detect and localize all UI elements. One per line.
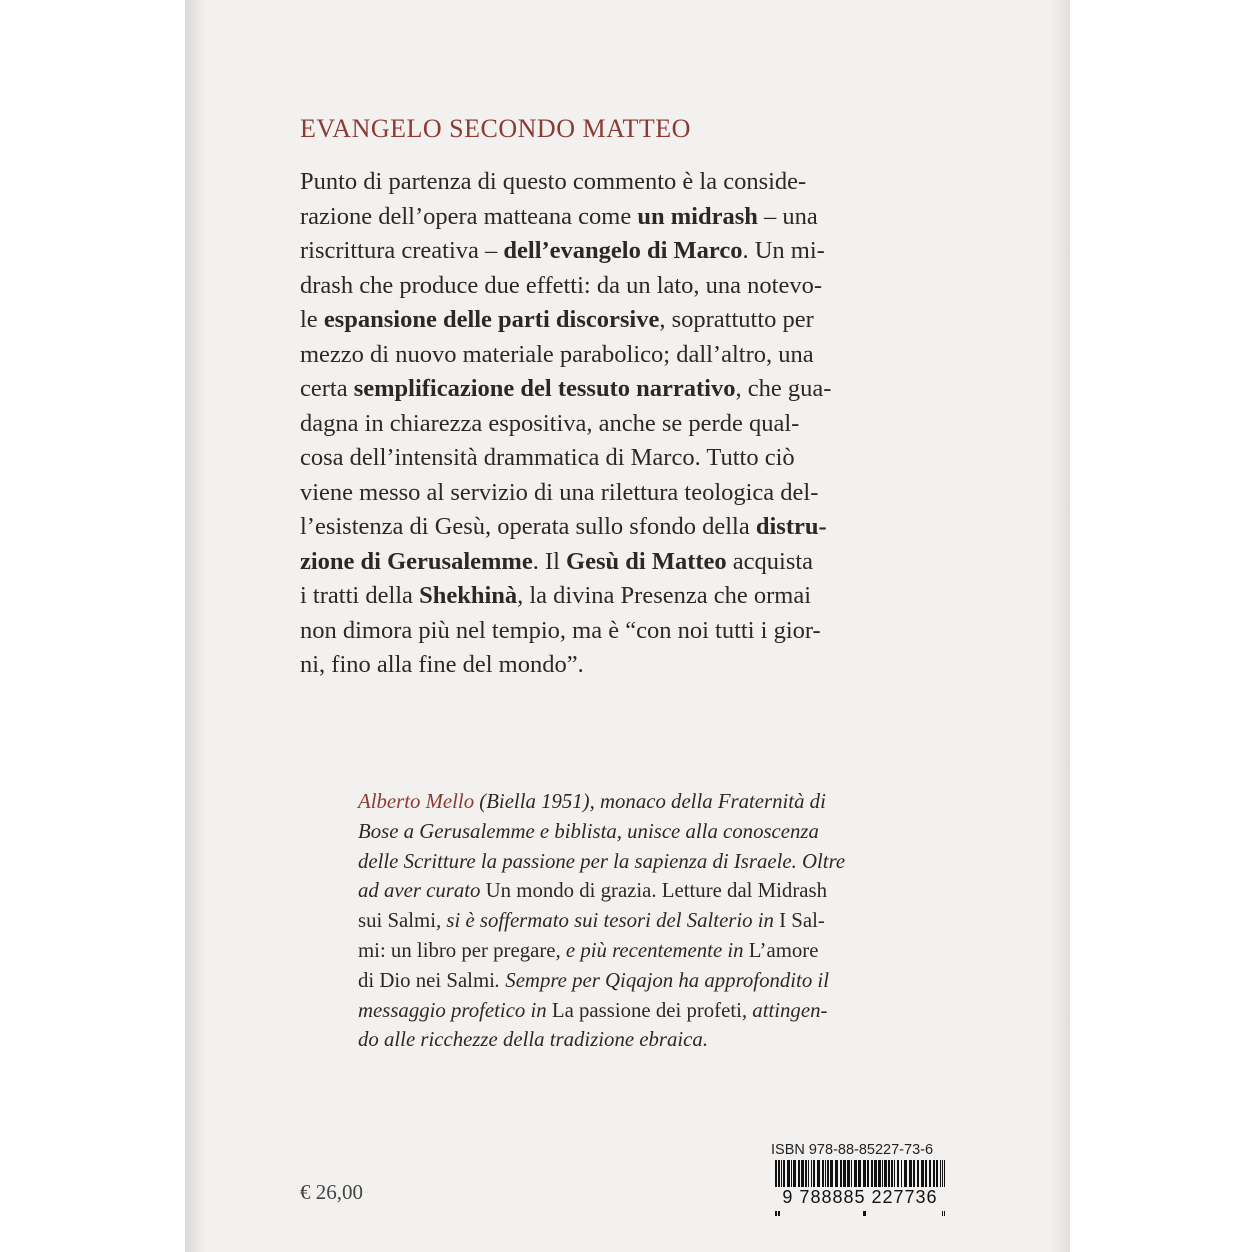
text-run: razione dell’opera matteana come [300,202,638,230]
bio-line [358,966,845,996]
italic-text: Bose a Gerusalemme e biblista, unisce alla conoscenza [358,819,819,843]
italic-text: ad aver curato [358,879,481,903]
text-run: viene messo al servizio di una rilettura teologica del- [300,478,819,506]
text-run: acquista [726,547,814,575]
text-run: La passione dei profeti [546,998,742,1022]
book-title: EVANGELO SECONDO MATTEO [300,114,691,143]
price: € 26,00 [300,1180,363,1204]
blurb-line [300,165,831,200]
italic-text: . Sempre per Qiqajon ha approfondito il [494,968,829,992]
blurb-line [300,372,831,407]
text-run: mezzo di nuovo materiale parabolico; dall’altro, una [300,340,814,368]
italic-text: messaggio profetico in [358,998,547,1022]
cover-right-shadow [1050,0,1070,1252]
bio-line [358,996,845,1026]
italic-text: , attingen- [741,998,828,1022]
author-bio-paragraph [358,787,845,1055]
text-run: Punto di partenza di questo commento è la conside- [300,168,807,195]
blurb-line [300,407,831,442]
text-run: di Dio nei Salmi [358,968,495,992]
text-run: Un mondo di grazia. Letture dal Midrash [480,879,827,903]
bio-line [358,936,845,966]
blurb-line [300,545,831,580]
blurb-line [300,614,831,649]
text-run: sui Salmi [358,909,436,933]
text-run: . Il [532,547,567,575]
blurb-line [300,441,831,476]
bio-line [358,1025,845,1055]
text-run: ni, fino alla fine del mondo”. [300,651,584,678]
text-run: cosa dell’intensità drammatica di Marco. Tutto ciò [300,444,795,471]
bold-phrase: Shekhinà [419,582,518,609]
blurb-line [300,269,831,304]
text-run: mi: un libro per pregare [358,938,556,962]
bold-phrase: dell’evangelo di Marco [503,237,743,264]
bio-line [358,906,845,936]
blurb-line [300,510,831,545]
italic-text: do alle ricchezze della tradizione ebraica. [358,1028,709,1052]
italic-text: delle Scritture la passione per la sapienza di Israele. Oltre [358,849,846,873]
text-run: l’esistenza di Gesù, operata sullo sfondo della [300,513,756,540]
text-run: , la divina Presenza che ormai [517,582,812,609]
text-run: , che gua- [735,375,832,402]
blurb-line [300,234,831,269]
bio-line [358,847,845,877]
text-run: , soprattutto per [659,306,814,333]
blurb-paragraph [300,165,831,683]
text-run: . Un mi- [742,237,825,264]
bio-line [358,787,845,817]
bold-phrase: Gesù di Matteo [566,547,727,575]
italic-text: , si è soffermato sui tesori del Salterio in [436,909,774,933]
cover-left-shadow [185,0,205,1252]
bold-phrase: espansione delle parti discorsive [323,306,660,333]
isbn-label: ISBN 978-88-85227-73-6 [771,1142,934,1158]
barcode-digits: 9 788885 227736 [771,1187,949,1211]
text-run: dagna in chiarezza espositiva, anche se perde qual- [300,409,800,437]
text-run: certa [300,375,354,402]
bold-phrase: un midrash [637,202,758,230]
text-run: i tratti della [300,582,420,609]
blurb-line [300,476,831,511]
text-run: riscrittura creativa – [300,237,504,264]
italic-text: , e più recentemente in [555,938,744,962]
author-name: Alberto Mello [358,790,475,813]
text-run: non dimora più nel tempio, ma è “con noi tutti i gior- [300,616,821,644]
bold-phrase: distru- [755,513,827,540]
text-run: L’amore [743,938,819,962]
text-run: I Sal- [773,909,825,933]
blurb-line [300,579,831,614]
blurb-line [300,303,831,338]
bold-phrase: semplificazione del tessuto narrativo [353,375,736,402]
text-run: drash che produce due effetti: da un lato, una notevo- [300,271,823,299]
bio-line [358,817,845,847]
text-run: – una [757,202,818,230]
blurb-line [300,338,831,373]
bold-phrase: zione di Gerusalemme [300,547,533,575]
italic-text: (Biella 1951), monaco della Fraternità di [474,790,826,813]
text-run: le [300,306,324,333]
blurb-line [300,648,831,683]
blurb-line [300,200,831,235]
bio-line [358,876,845,906]
